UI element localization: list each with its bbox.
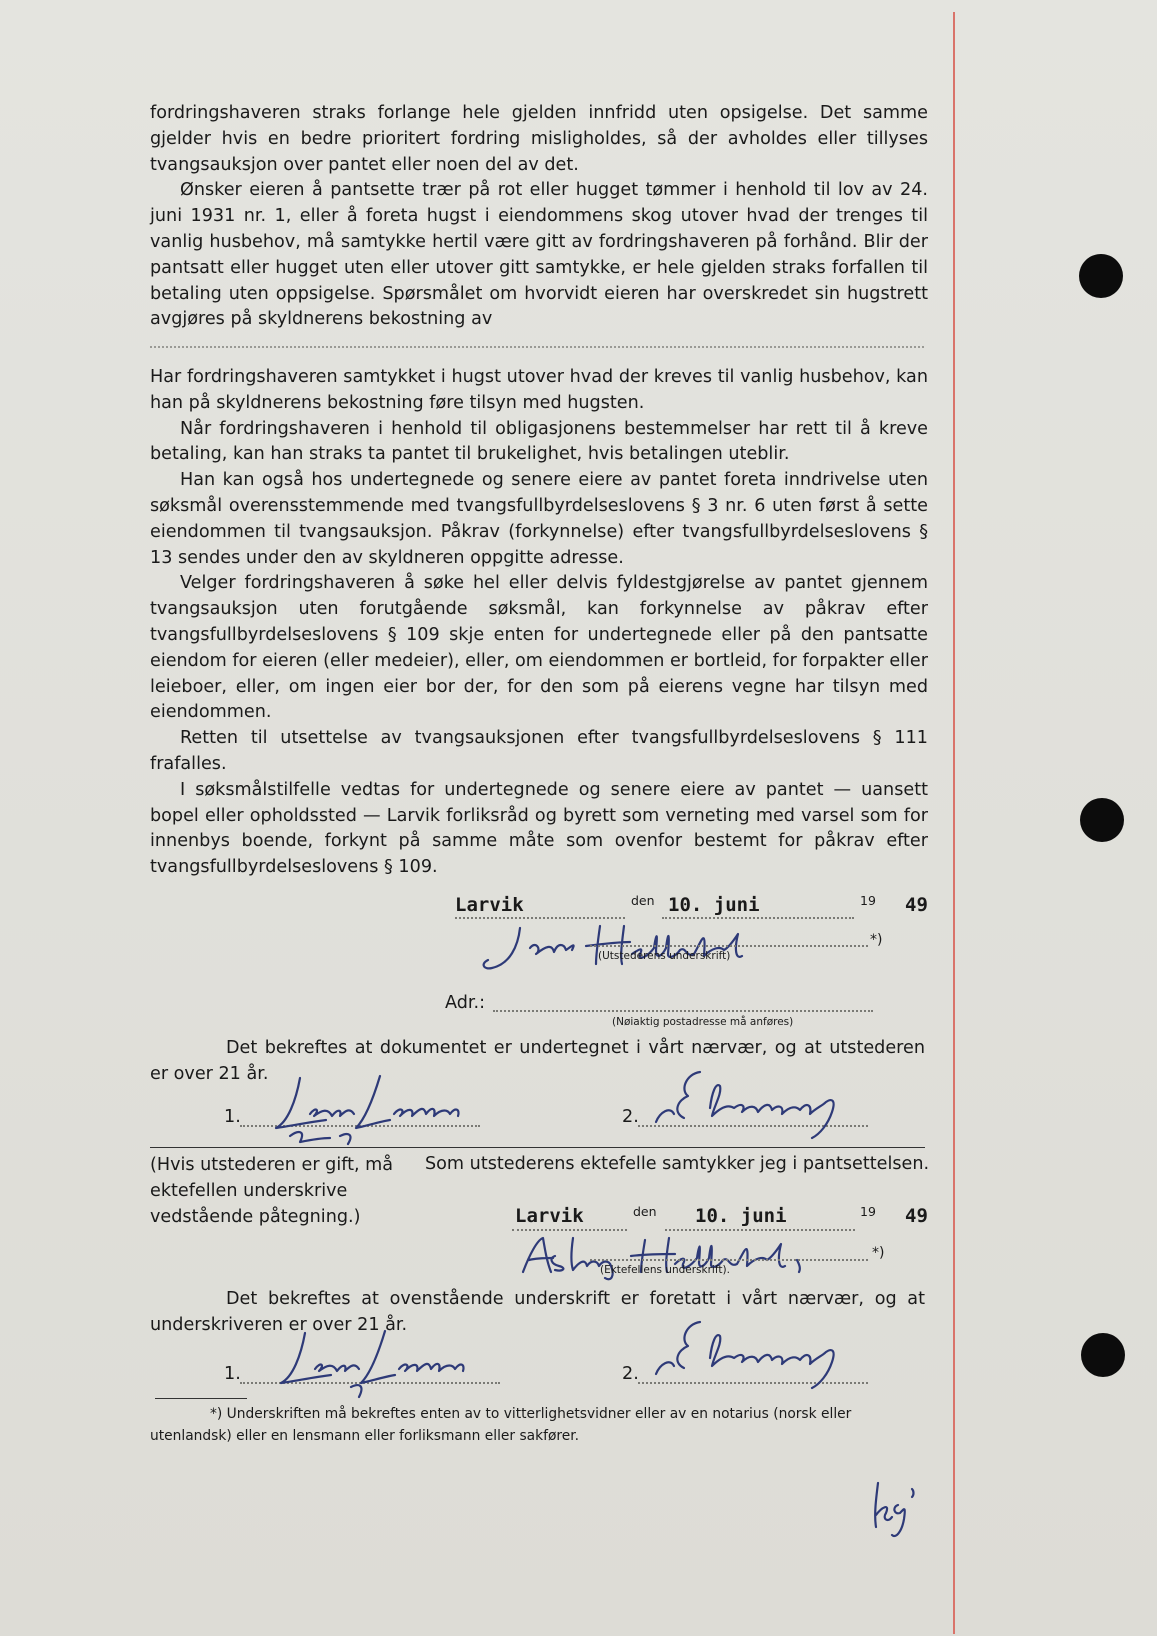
paragraph: Han kan også hos undertegnede og senere eiere av pantet foreta inndrivelse uten søksmål overensstemmende med tvangsfullbyrdelseslovens § 3 nr. 6 uten først å sette eiendommen til tvangsauksjon. Påkrav (forkynnelse) efter tvangsfullbyrdelseslovens § 13 sendes under den av skyldneren oppgitte adresse. [150,470,928,568]
section-divider [150,1147,925,1148]
footnote-divider [155,1398,247,1399]
paragraph: Ønsker eieren å pantsette trær på rot eller hugget tømmer i henhold til lov av 24. juni 1931 nr. 1, eller å foreta hugst i eiendommens skog utover hvad der trenges til vanlig husbehov, må samtykke hertil være gitt av fordringshaveren på forhånd. Blir der pantsatt eller hugget uten eller utover gitt samtykke, er hele gjelden straks forfallen til betaling uten oppsigelse. Spørsmålet om hvorvidt eieren har overskredet sin hugstrett avgjøres på skyldnerens bekostning av [150,180,928,330]
paragraph: I søksmålstilfelle vedtas for undertegnede og senere eiere av pantet — uansett bopel eller opholdssted — Larvik forliksråd og byrett som verneting med varsel som for innenbys boende, forkynt på samme måte som ovenfor bestemt for påkrav efter tvangsfullbyrdelseslovens § 109. [150,779,928,878]
signature-caption: (Utstederens underskrift) [598,950,731,962]
date-field: 10. juni [695,1205,787,1227]
punch-hole [1080,798,1124,842]
witness-1-signature [275,1325,495,1405]
footnote-mark: *) [870,932,883,948]
paragraph: Når fordringshaveren i henhold til obligasjonens bestemmelser har rett til å kreve betaling, kan han straks ta pantet til brukelighet, hvis betalingen uteblir. [150,418,928,465]
initials-mark [868,1475,928,1545]
signature-caption: (Ektefellens underskrift). [600,1264,730,1276]
date-field: 10. juni [668,894,760,916]
fill-line [665,1229,855,1231]
signature-line [590,1259,868,1261]
fill-line [455,917,625,919]
den-label: den [633,1204,657,1219]
year-prefix: 19 [860,1204,876,1219]
place-field: Larvik [515,1205,584,1227]
paragraph: Velger fordringshaveren å søke hel eller delvis fyldestgjørelse av pantet gjennem tvangsauksjon uten forutgående søksmål, kan forkynnelse av påkrav efter tvangsfullbyrdelseslovens § 109 skje enten for undertegnede eller på den pantsatte eiendom for eieren (eller medeier), eller, om eiendommen er bortleid, for forpakter eller leieboer, eller, om ingen eier bor der, for den som på eierens vegne har tilsyn med eiendommen. [150,573,928,723]
year-prefix: 19 [860,893,876,908]
margin-line [953,12,955,1634]
top-text-block [150,101,928,333]
address-label: Adr.: [445,993,486,1013]
witness-1-label: 1. [224,1364,241,1384]
spouse-consent: Som utstederens ektefelle samtykker jeg i pantsettelsen. [425,1154,930,1174]
footnote: *) Underskriften må bekreftes enten av to vitterlighetsvidner eller av en notarius (norsk eller utenlandsk) eller en lensmann eller forliksmann eller sakfører. [150,1406,852,1444]
fill-line [662,917,854,919]
punch-hole [1081,1333,1125,1377]
witness-2-label: 2. [622,1364,639,1384]
witness-statement: Det bekreftes at dokumentet er undertegnet i vårt nærvær, og at utstederen er over 21 år. [150,1038,925,1084]
witness-1-label: 1. [224,1107,241,1127]
footnote-mark: *) [872,1245,885,1261]
den-label: den [631,893,655,908]
witness-2-signature [650,1312,880,1392]
witness-2-label: 2. [622,1107,639,1127]
spouse-note: (Hvis utstederen er gift, må ektefellen underskrive vedstående påtegning.) [150,1155,394,1227]
place-field: Larvik [455,894,524,916]
fill-line [512,1229,627,1231]
witness-1-signature [270,1070,490,1150]
year-suffix: 49 [905,894,928,916]
paragraph: Retten til utsettelse av tvangsauksjonen efter tvangsfullbyrdelseslovens § 111 frafalles. [150,728,928,774]
punch-hole [1079,254,1123,298]
address-line [493,1010,873,1012]
dotted-fill-line [150,346,924,348]
main-text-block [150,365,928,881]
year-suffix: 49 [905,1205,928,1227]
paragraph: fordringshaveren straks forlange hele gjelden innfridd uten opsigelse. Det samme gjelder hvis en bedre prioritert fordring misligholdes, så der avholdes eller tillyses tvangsauksjon over pantet eller noen del av det. [150,103,928,175]
witness-2-signature [650,1062,880,1142]
witness-statement: Det bekreftes at ovenstående underskrift er foretatt i vårt nærvær, og at underskriveren er over 21 år. [150,1289,925,1335]
paragraph: Har fordringshaveren samtykket i hugst utover hvad der kreves til vanlig husbehov, kan han på skyldnerens bekostning føre tilsyn med hugsten. [150,367,928,413]
signature-line [590,945,868,947]
address-caption: (Nøiaktig postadresse må anføres) [612,1016,794,1028]
